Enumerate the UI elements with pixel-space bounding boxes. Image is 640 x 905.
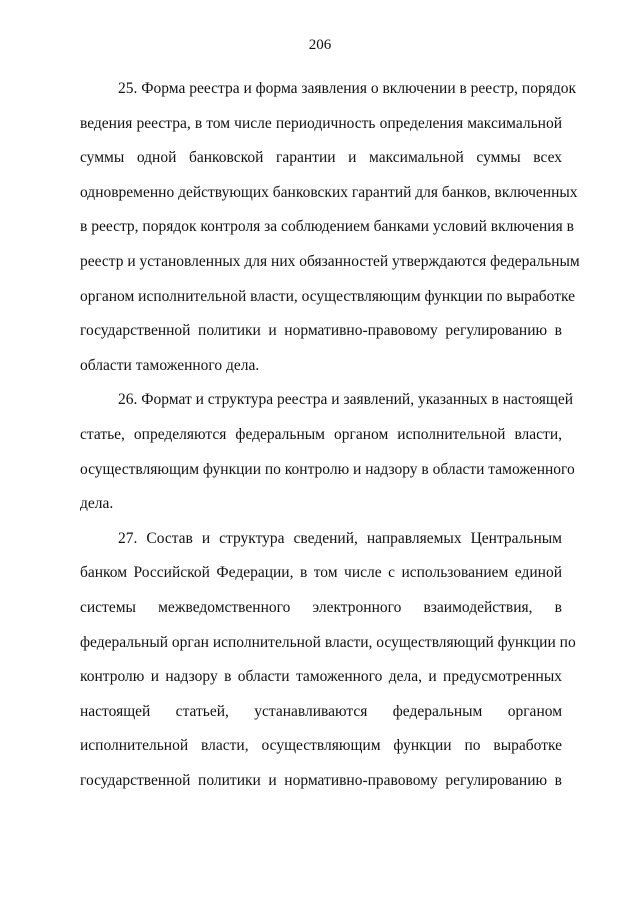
text-line: государственной политики и нормативно-правовому регулированию в	[80, 771, 562, 789]
text-line: 25. Форма реестра и форма заявления о включении в реестр, порядок	[118, 80, 577, 97]
text-line: ведения реестра, в том числе периодичность определения максимальной	[80, 114, 562, 132]
text-line: статье, определяются федеральным органом исполнительной власти,	[80, 425, 562, 443]
paragraph-27	[80, 522, 576, 799]
text-line: 27. Состав и структура сведений, направляемых Центральным	[118, 529, 562, 547]
text-line: федеральный орган исполнительной власти, осуществляющий функции по	[80, 633, 576, 651]
text-line: системы межведомственного электронного взаимодействия, в	[80, 598, 562, 616]
text-line: органом исполнительной власти, осуществляющим функции по выработке	[80, 287, 576, 305]
text-line: исполнительной власти, осуществляющим функции по выработке	[80, 737, 562, 755]
text-line: 26. Формат и структура реестра и заявлений, указанных в настоящей	[118, 391, 574, 409]
text-line: в реестр, порядок контроля за соблюдением банками условий включения в	[80, 218, 574, 236]
paragraph-25	[80, 72, 580, 383]
text-line: банком Российской Федерации, в том числе с использованием единой	[80, 564, 562, 582]
document-body	[80, 72, 580, 798]
text-line: одновременно действующих банковских гарантий для банков, включенных	[80, 183, 578, 201]
text-line: осуществляющим функции по контролю и надзору в области таможенного	[80, 460, 575, 478]
text-line: суммы одной банковской гарантии и максимальной суммы всех	[80, 149, 562, 167]
text-line: контролю и надзору в области таможенного дела, и предусмотренных	[80, 668, 562, 686]
text-line: дела.	[80, 495, 114, 513]
text-line: государственной политики и нормативно-правовому регулированию в	[80, 322, 562, 340]
page-number: 206	[308, 37, 332, 53]
text-line: области таможенного дела.	[80, 356, 260, 374]
text-line: реестр и установленных для них обязанностей утверждаются федеральным	[80, 252, 580, 270]
paragraph-26	[80, 383, 575, 521]
text-line: настоящей статьей, устанавливаются федеральным органом	[80, 702, 562, 720]
